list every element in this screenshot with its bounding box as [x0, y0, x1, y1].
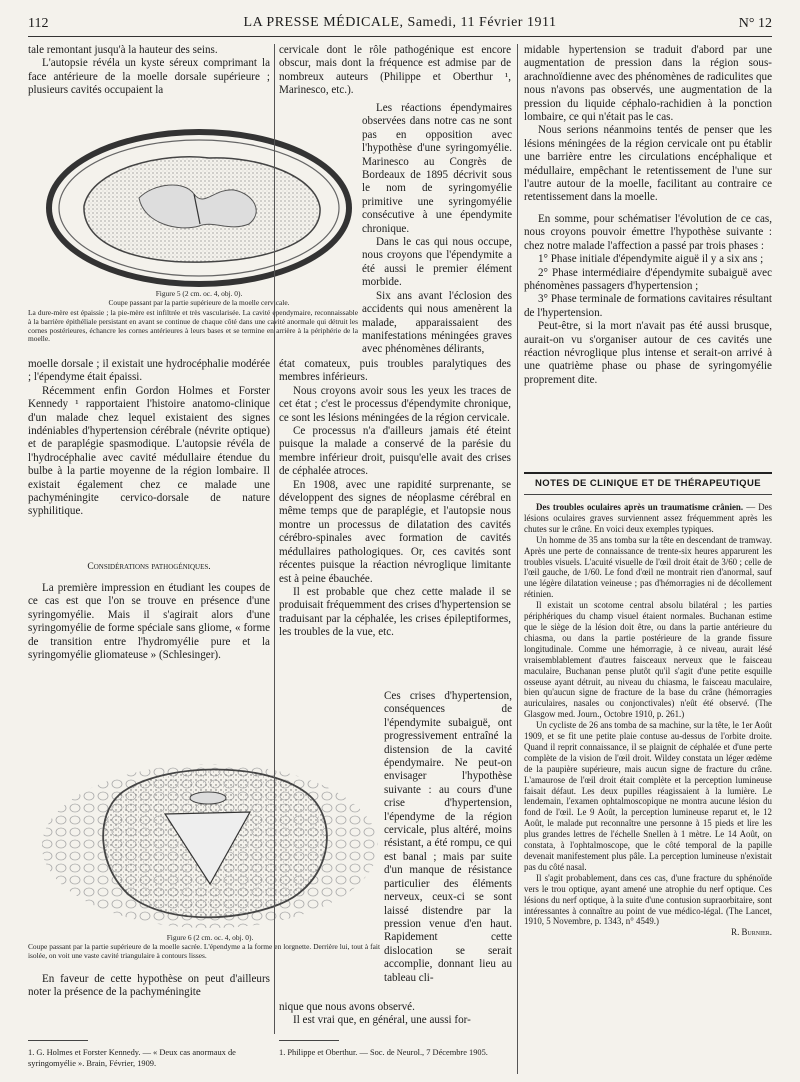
col3-top-text: [524, 44, 772, 387]
paragraph: Il est probable que chez cette malade il se produisait fréquemment des crises d'hypertension se traduisant par la céphalée, les crises épileptiformes, les troubles de la vue, etc.: [279, 585, 511, 639]
section-heading: Considérations pathogéniques.: [87, 561, 211, 572]
paragraph: Peut-être, si la mort n'avait pas été aussi brusque, aurait-on vu s'organiser autour de ces cavités une réaction névroglique plus intense et serait-on arrivé à une quatrième phase ou phase de syringomyélie proprement dite.: [524, 320, 772, 386]
figure-6-image: [40, 754, 380, 932]
paragraph: Dans le cas qui nous occupe, nous croyons que l'épendymite a été aussi le premier élément morbide.: [362, 236, 512, 289]
paragraph: Récemment enfin Gordon Holmes et Forster Kennedy ¹ rapportaient l'histoire anatomo-clinique d'un malade chez lequel existaient des signes indéniables d'hypertension cérébrale (névrite optique) et de paraplégie spasmodique. L'autopsie révéla de l'hydrocéphalie avec cavité médullaire étendue du bulbe à la partie moyenne de la région lombaire. Il existait également chez ce malade une pachyméningite cervico-dorsale de nature syphilitique.: [28, 384, 270, 518]
journal-title: LA PRESSE MÉDICALE, Samedi, 11 Février 1911: [243, 15, 557, 30]
paragraph: En somme, pour schématiser l'évolution de ce cas, nous croyons pouvoir émettre l'hypothèse suivante : chez notre malade l'affection a passé par trois phases :: [524, 212, 772, 252]
paragraph: 2° Phase intermédiaire d'épendymite subaiguë avec phénomènes passagers d'hypertension ;: [524, 266, 772, 292]
paragraph: Il s'agit probablement, dans ces cas, d'une fracture du sphénoïde vers le trou optique, ayant amené une atrophie du nerf optique. Ces lésions du nerf optique, à la suite d'une contusion supraorbitaire, sont intéressantes à connaître au point de vue médico-légal. (The Lancet, 1910, 5 Novembre, p. 1343, n° 4549.): [524, 872, 772, 927]
col2-bottom-text: [279, 1001, 511, 1028]
notes-rule-top: [524, 472, 772, 474]
paragraph: Un cycliste de 26 ans tomba de sa machine, sur la tête, le 1er Août 1909, et se fit une petite plaie contuse au-dessus de l'orbite droite. Quand il reprit connaissance, il se plaignit de céphalée et d'une perte complète de la vision de l'œil droit. Wildey constata un léger œdème de la paupière supérieure, mais aucun signe de fracture du crâne. L'amaurose de l'œil droit était complète et la perception lumineuse faisait défaut. Les deux pupilles réagissaient à la lumière. Le lendemain, l'examen ophtalmoscopique ne montra aucune lésion du fond de l'œil. Le 9 Août, la perception lumineuse reparut et, le 12 Août, le malade put reconnaître une personne à 15 pieds et lire les plus grandes lettres de l'échelle Snellen à 1 mètre. Le 14 Août, on constata, à l'ophtalmoscope, que le côté temporal de la papille devenait manifestement plus pâle. La perception lumineuse n'existait pas du côté nasal.: [524, 720, 772, 872]
footnote-mid: 1. Philippe et Oberthur. — Soc. de Neurol., 7 Décembre 1905.: [279, 1048, 488, 1057]
paragraph: Il existait un scotome central absolu bilatéral ; les parties périphériques du champ visuel étaient normales. Buchanan estime que le siège de la lésion doit être, ou dans la partie antérieure du chiasma, ou dans la partie postérieure de la grande fissure longitudinale. Comme une hémorragie, à ce niveau, aurait lésé vraisemblablement d'autres faisceaux nerveux que le faisceau maculaire, Buchanan pense plutôt qu'il s'agit d'une petite esquille osseuse ayant détruit, au niveau du chiasma, le faisceau maculaire, bien qu'aucun signe de fracture de la base du crâne (hémorragies auriculaires, nasales ou conjonctivales) n'eût été observé. (The Glasgow med. Journ., Octobre 1910, p. 261.): [524, 600, 772, 720]
paragraph: cervicale dont le rôle pathogénique est encore obscur, mais dont la fréquence est admise par de nombreux auteurs (Philippe et Oberthur ¹, Marinesco, etc.).: [279, 44, 511, 97]
paragraph: Ce processus n'a d'ailleurs jamais été éteint puisque la malade a conservé de la parésie du membre inférieur droit, puisqu'elle avait des crises de céphalée atroces.: [279, 425, 511, 478]
paragraph: Ces crises d'hypertension, conséquences de l'épendymite subaiguë, ont progressivement entraîné la distension de la cavité épendymaire. Ne peut-on envisager l'hypothèse suivante : au cours d'une crise d'hypertension, l'épendyme de la région cervicale, plus altéré, moins résistant, a été rompu, ce qui est banal ; mais par suite d'un manque de résistance particulier des éléments nerveux, ceux-ci se sont laissé distendre par la pression venue d'en haut. Rapidement cette dislocation se serait accomplie, donnant lieu au tableau cli-: [384, 690, 512, 984]
running-header: [28, 14, 772, 36]
paragraph: En 1908, avec une rapidité surprenante, se développent des signes de néoplasme cérébral en même temps que de paraplégie, et l'autopsie nous montre un processus de dilatation des cavités cérébro-spinales avec formation de cavités médullaires pathologiques. Or, ces cavités sont récentes puisque la réaction névroglique limitante est à peine ébauchée.: [279, 478, 511, 585]
figure-5-label: Figure 5 (2 cm. oc. 4, obj. 0).: [155, 289, 243, 298]
notes-body: [524, 502, 772, 938]
page-number: 112: [28, 16, 49, 31]
col2-narrow-text: [384, 690, 512, 985]
figure-5-title: Coupe passant par la partie supérieure de la moelle cervicale.: [108, 298, 290, 307]
figure-6-label: Figure 6 (2 cm. oc. 4, obj. 0).: [166, 933, 254, 942]
col2-top-text: [279, 44, 511, 98]
column-rule: [274, 44, 275, 1034]
paragraph: Nous serions néanmoins tentés de penser que les lésions méningées de la région cervicale ont pu établir une barrière entre les circulations encéphalique et médullaire, empêchant le retentissement de l'une sur l'autre autour de la moelle, facilitant au contraire ce retentissement dans la moelle.: [524, 124, 772, 204]
notes-intro: — Des lésions oculaires graves surviennent assez fréquemment après les chutes sur le crâne. En voici deux exemples typiques.: [524, 502, 772, 534]
paragraph: En faveur de cette hypothèse on peut d'ailleurs noter la présence de la pachyméningite: [28, 973, 270, 999]
paragraph: Un homme de 35 ans tomba sur la tête en descendant de tramway. Après une perte de connaissance de trente-six heures apparurent les troubles visuels. L'acuité visuelle de l'œil droit était de 3/60 ; celle de l'œil gauche, de 1/60. Le fond d'œil ne montrait rien d'anormal, sauf une légère dilatation veineuse ; pas d'hémorragies ni de décollement rétinien.: [524, 534, 772, 600]
paragraph: Les réactions épendymaires observées dans notre cas ne sont pas en opposition avec l'hypothèse d'une syringomyélie. Marinesco au Congrès de Bordeaux de 1895 décrivit sous le nom de syringomyélie primitive une syringomyélie consécutive à une épendymite chronique.: [362, 102, 512, 235]
notes-signature: R. Burnier.: [731, 927, 772, 938]
figure-6-description: Coupe passant par la partie supérieure de la moelle sacrée. L'épendyme a la forme en lorgnette. Derrière lui, tout à fait isolée, on voit une vaste cavité triangulaire à contours lisses.: [28, 942, 380, 960]
figure-5-image: [44, 128, 354, 288]
paragraph: La première impression en étudiant les coupes de ce cas est que l'on se trouve en présence d'une syringomyélie. Mais il s'agirait alors d'une syringomyélie de forme spéciale sans gliome, « forme de transition entre l'hydromyélie pure et la syringomyélie gliomateuse » (Schlesinger).: [28, 582, 270, 662]
paragraph: tale remontant jusqu'à la hauteur des seins.: [28, 44, 218, 56]
paragraph: moelle dorsale ; il existait une hydrocéphalie modérée ; l'épendyme était épaissi.: [28, 358, 270, 384]
col1-bottom-text: [28, 973, 270, 1000]
paragraph: 3° Phase terminale de formations cavitaires résultant de l'hypertension.: [524, 293, 772, 319]
column-rule: [517, 44, 518, 1074]
footnote-rule: [279, 1040, 339, 1041]
paragraph: 1° Phase initiale d'épendymite aiguë il y a six ans ;: [538, 253, 764, 266]
col1-after-text: [28, 582, 270, 662]
header-rule: [28, 36, 772, 37]
footnote-left: 1. G. Holmes et Forster Kennedy. — « Deux cas anormaux de syringomyélie ». Brain, Février, 1909.: [28, 1048, 236, 1068]
col1-top-text: [28, 44, 270, 98]
col2-mid-text: [362, 102, 512, 357]
col1-mid-text: [28, 358, 270, 519]
paragraph: L'autopsie révéla un kyste séreux comprimant la face antérieure de la moelle dorsale supérieure ; plusieurs cavités occupaient la: [28, 57, 270, 97]
notes-rule-bottom: [524, 494, 772, 495]
paragraph: Nous croyons avoir sous les yeux les traces de cet état ; c'est le processus d'épendymite chronique, ce sont les lésions méningées de la région cervicale.: [279, 384, 511, 424]
paragraph: midable hypertension se traduit d'abord par une augmentation de pression dans la région sous-arachnoïdienne avec des phénomènes de radiculites que nous n'avons pas observés, une augmentation de la pression du liquide céphalo-rachidien à la ponction lombaire, ce qui n'était pas le cas.: [524, 44, 772, 124]
col2-after-text: [279, 358, 511, 640]
paragraph: état comateux, puis troubles paralytiques des membres inférieurs.: [279, 358, 511, 384]
paragraph: nique que nous avons observé.: [279, 1001, 415, 1013]
issue-number: N° 12: [738, 16, 772, 31]
paragraph: Six ans avant l'éclosion des accidents qui nous amenèrent la malade, apparaissaient des manifestations méningées graves avec phénomènes délirants,: [362, 289, 512, 356]
paragraph: Il est vrai que, en général, une aussi for-: [293, 1014, 471, 1027]
figure-5-description: La dure-mère est épaissie ; la pie-mère est infiltrée et très vascularisée. La cavité épendymaire, reconnaissable à la barrière épithéliale persistant en avant se continue de chaque côté dans une cavité anormale qui détruit les cornes postérieures, échancre les cornes antérieures à leurs bases et se termine en arrière à la périphérie de la moelle.: [28, 308, 358, 344]
notes-heading: NOTES DE CLINIQUE ET DE THÉRAPEUTIQUE: [535, 478, 761, 489]
notes-title: Des troubles oculaires après un traumatisme crânien.: [536, 502, 744, 512]
footnote-rule: [28, 1040, 88, 1041]
